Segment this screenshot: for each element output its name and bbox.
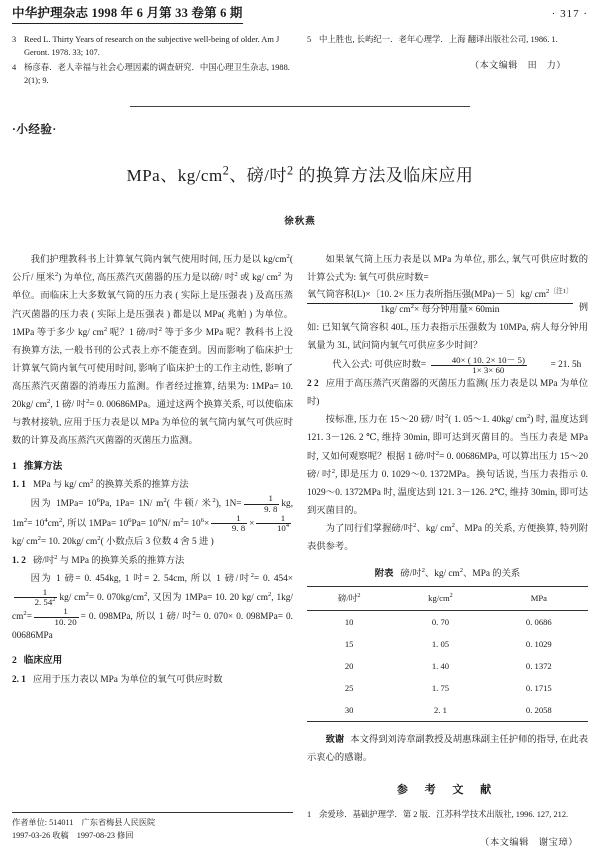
page-title bbox=[12, 165, 588, 187]
column-header-base: MPa bbox=[530, 593, 547, 604]
d1-t2: Pa, 1Pa= 1N/ m bbox=[99, 499, 164, 510]
fraction-denominator bbox=[256, 524, 291, 533]
formula-trailing-char: 例 bbox=[578, 303, 589, 314]
derivation-2 bbox=[12, 570, 293, 645]
title-part-3: 的换算方法及临床应用 bbox=[293, 166, 474, 186]
fraction-numerator: 1 bbox=[256, 514, 291, 524]
table-row bbox=[307, 633, 588, 655]
abstract-seg-1: 我们护理教科书上计算氧气筒内氧气使用时间, 压力是以 kg/cm bbox=[30, 255, 287, 266]
heading-section-1-2 bbox=[12, 552, 293, 570]
abstract-sup-7: 2 bbox=[46, 398, 51, 406]
heading-section-1-1 bbox=[12, 476, 293, 494]
fraction-numerator: 1 bbox=[14, 588, 57, 598]
list-item bbox=[307, 808, 588, 822]
abstract-seg-4: 或 kg/ cm bbox=[237, 273, 278, 284]
abstract-sup-2: 2 bbox=[54, 271, 59, 279]
column-header-base: kg/cm bbox=[428, 593, 450, 604]
reference-text: 余爱珍．基础护理学．第 2 版．江苏科学技术出版社, 1996. 127, 212. bbox=[319, 809, 569, 819]
reference-list-left bbox=[12, 33, 293, 88]
cell-kgcm2: 1. 40 bbox=[431, 660, 450, 671]
page-number: · 317 · bbox=[551, 8, 588, 20]
fraction-denominator: 1× 3× 60 bbox=[472, 364, 505, 375]
heading-label: 应用于压力表以 MPa 为单位的氧气可供应时数 bbox=[32, 674, 223, 685]
d1-t10: N/ m bbox=[161, 518, 181, 529]
d2-t1: 1 磅= 0. 454kg, 1 吋= 2. 54cm, 所以 1 磅/吋 bbox=[56, 573, 251, 584]
fraction-denominator-base: 10 bbox=[276, 523, 286, 534]
caption-label: 附表 bbox=[374, 569, 394, 580]
references-heading: 参 考 文 献 bbox=[396, 784, 499, 797]
d1-t1-sup: 6 bbox=[96, 497, 100, 505]
d2-t1-sup: 2 bbox=[250, 571, 254, 579]
reference-text: 中上胜也, 长屿纪一．老年心理学．上海 翻译出版社公司, 1986. 1. bbox=[319, 34, 558, 44]
application-1-example: 如: 已知氧气筒容积 40L, 压力表指示压强数为 10MPa, 病人每分钟用氧量为 3L, 试问筒内氧气可供应多少时间？ bbox=[307, 323, 588, 352]
derivation-lead: 因为 bbox=[30, 573, 53, 584]
d1-t15-sup: 2 bbox=[97, 535, 101, 543]
reference-number: 3 bbox=[12, 34, 17, 44]
fraction-one-over-ten-fourth bbox=[256, 514, 291, 534]
article-body bbox=[12, 251, 588, 852]
d2-t4-sup: 2 bbox=[144, 590, 148, 598]
d1-t12: × bbox=[204, 518, 210, 529]
d1-t6: = 10 bbox=[27, 518, 45, 529]
cell-kgcm2: 2. 1 bbox=[434, 704, 447, 715]
a2-seg-2: ( 1. 05～1. 40kg/ cm bbox=[448, 415, 527, 426]
article-separator bbox=[12, 106, 588, 107]
d2-t4: = 0. 070kg/cm bbox=[88, 592, 145, 603]
caption-text: 磅/吋$^2$、kg/ $cm^2$、MPa 的关系 bbox=[400, 567, 521, 580]
table-header-row bbox=[307, 587, 588, 611]
solution-result: = 21. 5h bbox=[550, 360, 582, 371]
fraction-one-over-9-8 bbox=[244, 494, 280, 514]
cell-mpa: 0. 2058 bbox=[525, 704, 552, 715]
cell-pound: 30 bbox=[344, 704, 354, 715]
heading-number: 2. 1 bbox=[12, 674, 26, 685]
abstract-seg-6: 呢？1 磅/吋 bbox=[107, 327, 159, 338]
reference-text: 杨彦春．老人幸福与社会心理因素的调查研究．中国心理卫生杂志, 1988. 2(1); 9. bbox=[24, 62, 290, 86]
formula-denominator bbox=[307, 304, 573, 318]
section-kicker: ·小经验· bbox=[12, 124, 57, 137]
fraction-one-over-10-20 bbox=[34, 607, 79, 627]
fraction-denominator-sup: 2 bbox=[52, 596, 56, 604]
a2-seg-3: ) 时, 温度达到 121. 3－126. 2 ℃, 维持 30min, 即可达到灭菌目的。当压力表是 MPa 时, 又如何观察呢？根据 1 磅/吋 bbox=[307, 415, 588, 462]
cell-pound: 25 bbox=[344, 682, 354, 693]
d1-t11: = 10 bbox=[183, 518, 201, 529]
heading-label: 推算方法 bbox=[23, 460, 63, 472]
separator-rule bbox=[130, 106, 470, 107]
application-2-paragraph-1 bbox=[307, 411, 588, 520]
d2-t8: = 0. 098MPa, 所以 1 磅/ 吋 bbox=[80, 612, 193, 623]
d1-t15: = 10. 20kg/ cm bbox=[40, 537, 98, 548]
body-left-column bbox=[12, 251, 293, 852]
d2-t6-sup: 2 bbox=[23, 610, 27, 618]
heading-number: 1. 2 bbox=[12, 555, 26, 566]
fraction-denominator: 9. 8 bbox=[264, 503, 278, 514]
fraction-denominator: 9. 8 bbox=[231, 523, 246, 534]
heading-section-1 bbox=[12, 458, 293, 477]
abstract-paragraph bbox=[12, 251, 293, 450]
a2b-seg-1: 为了同行们掌握磅/吋 bbox=[325, 524, 414, 535]
journal-title: 中华护理杂志 1998 年 6 月第 33 卷第 6 期 bbox=[12, 6, 243, 24]
abstract-sup-8: 2 bbox=[85, 398, 90, 406]
fraction-denominator: 10. 20 bbox=[54, 616, 77, 627]
reference-list-bottom bbox=[307, 808, 588, 822]
abstract-seg-3: ) 为单位, 高压蒸汽灭菌器的压力是以磅/ 吋 bbox=[58, 273, 235, 284]
formula-numerator-sup: 2 bbox=[546, 288, 550, 296]
derivation-1 bbox=[12, 494, 293, 551]
column-header-sup: 2 bbox=[357, 592, 361, 600]
abstract-seg-2: ( 公斤/ 厘米 bbox=[12, 255, 293, 284]
abstract-sup-3: 2 bbox=[234, 271, 238, 279]
column-header-mpa bbox=[490, 587, 588, 611]
heading-label: 磅/吋$^2$ 与 MPa 的换算关系的推算方法 bbox=[32, 553, 185, 566]
heading-label: 应用于高压蒸汽灭菌器的灭菌压力监测( 压力表是以 MPa 为单位时) bbox=[307, 379, 588, 408]
derivation-lead: 因为 bbox=[30, 499, 53, 510]
submission-dates: 1997-03-26 收稿 1997-08-23 修回 bbox=[12, 830, 134, 840]
a2b-seg-2: 、kg/ cm bbox=[416, 524, 452, 535]
abstract-seg-7: 等于多少 MPa 呢？教科书上没有换算方法, 一般书刊的公式表上亦不能查到。因而影响了临床护士计算氧气筒内氧气可使用时间, 影响了临床护士的工作主动性, 影响了高压蒸汽灭菌器的消毒压力监测。作者经过推算, 结果为: 1MPa= 10. 20kg/ cm bbox=[12, 327, 293, 411]
heading-number: 1 bbox=[12, 460, 17, 472]
application-1-intro: 如果氧气筒上压力表是以 MPa 为单位, 那么, 氧气可供应时数的计算公式为: 氧气可供应时数= bbox=[307, 255, 588, 284]
table-row bbox=[307, 611, 588, 633]
d1-t5-sup: 2 bbox=[23, 516, 28, 524]
formula-fraction bbox=[307, 289, 573, 318]
a2b-sup-1: 2 bbox=[413, 521, 417, 529]
d1-t9: Pa= 10 bbox=[131, 518, 158, 529]
formula-numerator-text: 氧气筒容积(L)×〔10. 2× 压力表所指压强(MPa)－ 5〕kg/ cm bbox=[307, 290, 547, 301]
cell-kgcm2: 0. 70 bbox=[431, 616, 450, 627]
acknowledgement bbox=[307, 731, 588, 767]
d1-t2-sup: 2 bbox=[163, 497, 167, 505]
title-part-1: MPa、kg/cm bbox=[126, 166, 223, 186]
reference-number: 4 bbox=[12, 62, 17, 72]
abstract-seg-9: = 0. 00686MPa。通过这两个换算关系, 可以使临床与教材接轨, 应用于压力表是以 MPa 为单位的氧气筒内氧气可供应时数的计算及高压蒸汽灭菌器的灭菌压力监测。 bbox=[12, 400, 293, 447]
fraction-one-over-2-54-squared bbox=[14, 588, 57, 608]
a2b-seg-3: 、MPa 的关系, 方便换算, 特列附表供参考。 bbox=[307, 524, 589, 553]
formula-denominator-sup: 2 bbox=[410, 303, 414, 311]
heading-label: 临床应用 bbox=[23, 654, 63, 666]
column-header-kg-per-cm-sq bbox=[391, 587, 489, 611]
d2-t5-sup: 2 bbox=[267, 590, 272, 598]
title-sup-2: 2 bbox=[287, 163, 294, 178]
fraction-numerator: 1 bbox=[34, 607, 79, 617]
cell-pound: 15 bbox=[344, 638, 354, 649]
d1-t7: cm bbox=[47, 518, 60, 529]
title-part-2: 、磅/吋 bbox=[229, 166, 288, 186]
d1-t3-sup: 2 bbox=[212, 497, 216, 505]
acknowledgement-text: 本文得到刘涛章副教授及胡惠珠副主任护师的指导, 在此表示衷心的感谢。 bbox=[307, 734, 588, 763]
a2-sup-1: 2 bbox=[444, 413, 449, 421]
d1-t3: ( 牛顿/ 米 bbox=[166, 499, 213, 510]
abstract-sup-6: 2 bbox=[158, 325, 162, 333]
a2b-sup-2: 2 bbox=[451, 521, 455, 529]
abstract-sup-5: 2 bbox=[103, 325, 108, 333]
heading-label: MPa 与 kg/ $cm^2$ 的换算关系的推算方法 bbox=[32, 478, 189, 491]
d1-t14: kg/ cm bbox=[12, 537, 38, 548]
d2-t2: = 0. 454× bbox=[253, 573, 294, 584]
cell-pound: 10 bbox=[344, 616, 354, 627]
formula-numerator bbox=[307, 289, 573, 304]
d2-t3: kg/ cm bbox=[59, 592, 86, 603]
d2-t3-sup: 2 bbox=[85, 590, 89, 598]
table-row bbox=[307, 677, 588, 699]
d1-t13: × bbox=[249, 518, 255, 529]
d1-t10-sup: 2 bbox=[180, 516, 184, 524]
d2-t6: , 1kg/ cm bbox=[12, 592, 293, 623]
column-header-base: 磅/吋 bbox=[337, 593, 358, 604]
table-head bbox=[307, 587, 588, 611]
d2-t5: , 又因为 1MPa= 10. 20 kg/ cm bbox=[147, 592, 268, 603]
a2-seg-1: 按标准, 压力在 15～20 磅/ 吋 bbox=[325, 415, 445, 426]
d1-t1: 1MPa= 10 bbox=[55, 499, 97, 510]
continued-references-right-column bbox=[307, 33, 588, 89]
heading-section-2-2 bbox=[307, 375, 588, 411]
heading-section-2-1 bbox=[12, 671, 293, 689]
d1-t4: ), 1N= bbox=[215, 499, 242, 510]
reference-list-right bbox=[307, 33, 588, 47]
d1-t14-sup: 2 bbox=[37, 535, 41, 543]
a2-seg-5: , 即是压力 0. 1029～0. 1372MPa。换句话说, 当压力表指示 0. 1029～0. 1372MPa 时, 温度达到 121. 3－126. 2℃, 维持 30min, 即可达到灭菌目的。 bbox=[307, 469, 588, 516]
d2-t7: = bbox=[26, 612, 32, 623]
author-affiliation: 作者单位: 514011 广东省梅县人民医院 bbox=[12, 818, 156, 828]
fraction-denominator-base: 2. 54 bbox=[34, 597, 53, 608]
title-sup-1: 2 bbox=[222, 163, 230, 178]
heading-number: 1. 1 bbox=[12, 480, 26, 491]
abstract-sup-1: 2 bbox=[286, 253, 290, 261]
reference-text: Reed L. Thirty Years of research on the subjective well-being of older. Am J Geront. 1978. 33; 107. bbox=[24, 34, 280, 58]
fraction-denominator bbox=[14, 598, 57, 607]
formula-denominator-text-a: 1kg/ cm bbox=[380, 305, 411, 316]
d1-t7-sup: 2 bbox=[59, 516, 63, 524]
table-row bbox=[307, 699, 588, 721]
d1-t6-sup: 4 bbox=[44, 516, 48, 524]
cell-kgcm2: 1. 05 bbox=[431, 638, 450, 649]
body-right-column bbox=[307, 251, 588, 852]
reference-number: 5 bbox=[307, 34, 312, 44]
heading-number: 2 2 bbox=[307, 379, 319, 390]
list-item bbox=[307, 33, 588, 47]
reference-number: 1 bbox=[307, 809, 312, 819]
editor-credit-bottom: （本文编辑 谢宝璋） bbox=[480, 838, 578, 849]
fraction-numerator: 1 bbox=[211, 514, 247, 524]
appendix-table-caption bbox=[307, 565, 588, 583]
article-author: 徐秋燕 bbox=[284, 217, 316, 228]
abstract-seg-8: , 1 磅/ 吋 bbox=[50, 400, 86, 411]
application-2-paragraph-2 bbox=[307, 520, 588, 556]
d1-t5: kg, 1m bbox=[12, 499, 294, 529]
solution-lead: 代入公式: 可供应时数= bbox=[332, 360, 427, 371]
fraction-numerator: 40× ( 10. 2× 10－ 5) bbox=[431, 356, 527, 366]
d1-t8-sup: 6 bbox=[128, 516, 132, 524]
solution-fraction bbox=[431, 356, 527, 376]
footnote-rule bbox=[12, 812, 293, 813]
d1-t16: ( 小数点后 3 位数 4 舍 5 进 ) bbox=[100, 537, 214, 548]
a2-sup-2: 2 bbox=[526, 413, 531, 421]
a2-sup-3: 2 bbox=[435, 449, 440, 457]
table-body bbox=[307, 611, 588, 722]
column-header-sup: 2 bbox=[449, 592, 453, 600]
fraction-numerator: 1 bbox=[244, 494, 280, 504]
application-1-solution bbox=[307, 356, 588, 376]
continued-references-left-column bbox=[12, 33, 293, 89]
heading-number: 2 bbox=[12, 654, 17, 666]
heading-section-2 bbox=[12, 652, 293, 671]
a2-sup-4: 2 bbox=[331, 467, 336, 475]
cell-mpa: 0. 1715 bbox=[525, 682, 552, 693]
a2-seg-4: = 0. 00686MPa, 可以算出压力 15～20 磅/ 吋 bbox=[307, 451, 588, 480]
formula-denominator-text-b: × 每分钟用量× 60min bbox=[413, 305, 500, 316]
formula-footnote-marker: 〔注1〕 bbox=[549, 288, 573, 296]
appendix-table bbox=[307, 586, 588, 721]
list-item bbox=[12, 33, 293, 60]
cell-mpa: 0. 0686 bbox=[525, 616, 552, 627]
d1-t11-sup: 6 bbox=[200, 516, 205, 524]
d2-t8-sup: 2 bbox=[192, 610, 196, 618]
d2-t9: = 0. 070× 0. 098MPa= 0. 00686MPa bbox=[12, 612, 293, 641]
cell-kgcm2: 1. 75 bbox=[431, 682, 450, 693]
list-item bbox=[12, 61, 293, 88]
d1-t9-sup: 6 bbox=[157, 516, 162, 524]
d1-t8: , 所以 1MPa= 10 bbox=[62, 518, 129, 529]
column-header-pound-per-inch-sq bbox=[307, 587, 391, 611]
author-footnote bbox=[12, 808, 293, 842]
oxygen-supply-formula bbox=[307, 287, 588, 319]
running-head bbox=[12, 6, 588, 24]
abstract-seg-5: 为单位。而临床上大多数氧气筒的压力表 ( 实际上是压强表 ) 及高压蒸汽灭菌器的压力表 ( 实际上是压强表 ) 都是以 MPa( 兆帕 ) 为单位。1MPa 等于多少 kg/ cm bbox=[12, 273, 293, 338]
cell-pound: 20 bbox=[344, 660, 354, 671]
table-row bbox=[307, 655, 588, 677]
editor-credit-top: （本文编辑 田 力） bbox=[469, 60, 566, 71]
fraction-denominator-sup: 4 bbox=[285, 522, 289, 530]
cell-mpa: 0. 1372 bbox=[525, 660, 552, 671]
cell-mpa: 0. 1029 bbox=[525, 638, 552, 649]
acknowledgement-label: 致谢 bbox=[325, 734, 345, 745]
continued-references-section bbox=[12, 33, 588, 89]
abstract-sup-4: 2 bbox=[277, 271, 282, 279]
fraction-one-over-9-8-b bbox=[211, 514, 247, 534]
